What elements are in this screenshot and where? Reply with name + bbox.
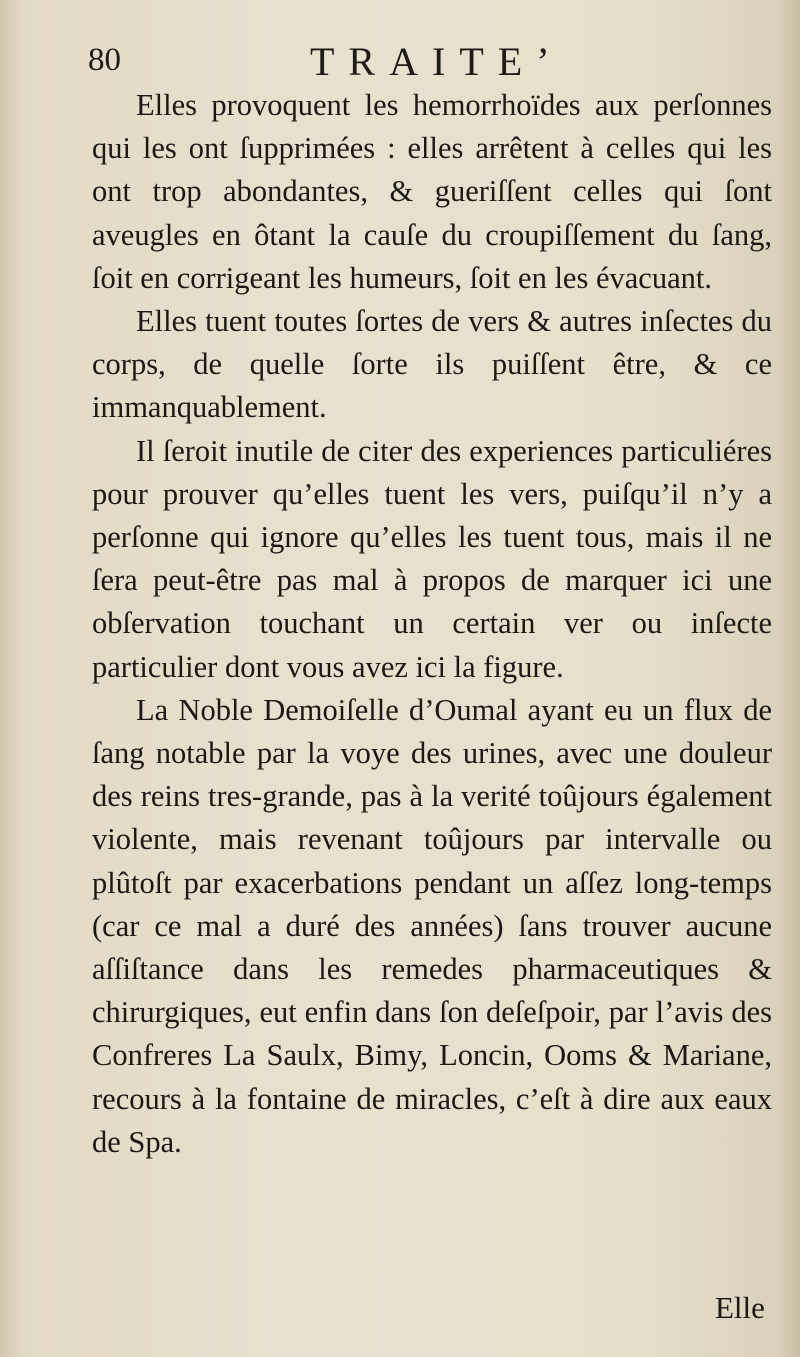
running-title: TRAITE’ <box>310 39 564 84</box>
body-text <box>92 84 772 1164</box>
paragraph-demoiselle-oumal: La Noble Demoiſelle d’Oumal ayant eu un flux de ſang notable par la voye des urines, avec une douleur des reins tres-grande, pas à la verité toûjours également violente, mais revenant toûjours par intervalle ou plûtoſt par exacerbations pendant un aſſez long-temps (car ce mal a duré des années) ſans trouver aucune aſſiſtance dans les remedes pharmaceutiques & chirurgiques, eut enfin dans ſon deſeſpoir, par l’avis des Confreres La Saulx, Bimy, Loncin, Ooms & Mariane, recours à la fontaine de miracles, c’eſt à dire aux eaux de Spa. <box>92 692 772 1159</box>
page-number: 80 <box>88 42 121 78</box>
paragraph-experiences: Il ſeroit inutile de citer des experiences particuliéres pour prouver qu’elles tuent les vers, puiſqu’il n’y a perſonne qui ignore qu’elles les tuent tous, mais il ne ſera peut-être pas mal à propos de marquer ici une obſervation touchant un certain ver ou inſecte particulier dont vous avez ici la figure. <box>92 433 772 684</box>
catchword: Elle <box>715 1290 765 1325</box>
paragraph-hemorrhoids: Elles provoquent les hemorrhoïdes aux perſonnes qui les ont ſupprimées : elles arrêtent à celles qui les ont trop abondantes, & gueriſſent celles qui ſont aveugles en ôtant la cauſe du croupiſſement du ſang, ſoit en corrigeant les humeurs, ſoit en les évacuant. <box>92 88 772 295</box>
page-edge-shadow-left <box>0 0 24 1357</box>
paragraph-worms: Elles tuent toutes ſortes de vers & autres inſectes du corps, de quelle ſorte ils puiſſent être, & ce immanquablement. <box>92 304 772 425</box>
page-header <box>88 38 778 88</box>
page-edge-shadow-right <box>778 0 800 1357</box>
